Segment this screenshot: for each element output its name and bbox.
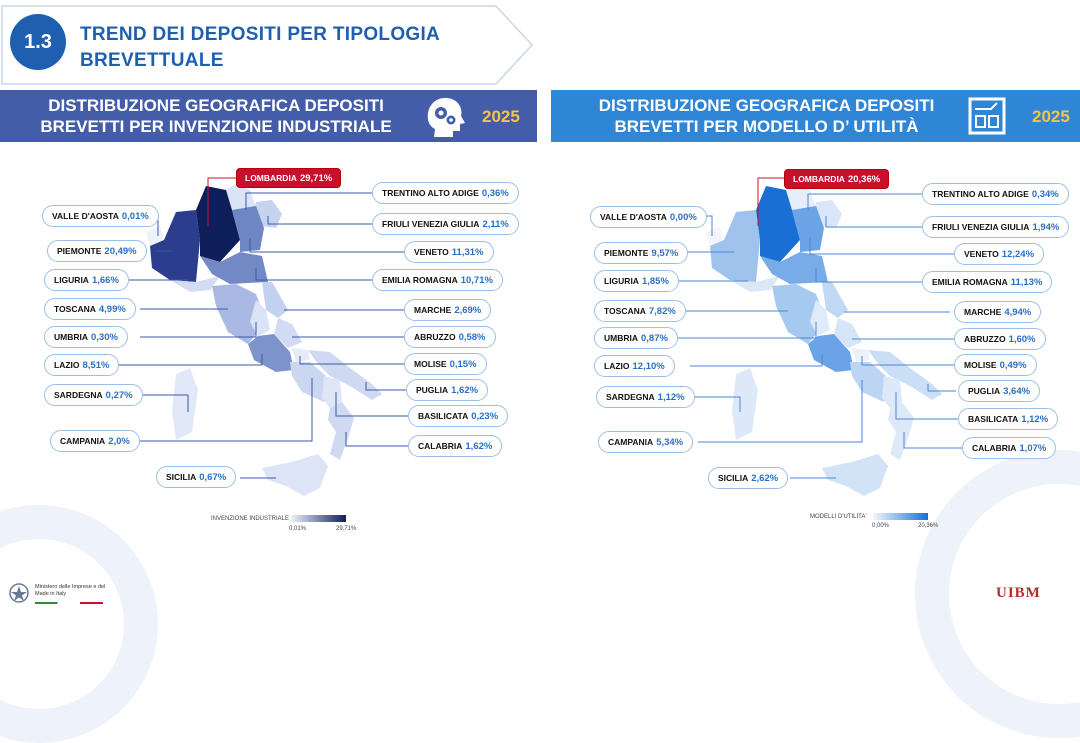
right-map-region-sicilia [822, 454, 888, 496]
right-label-friuli-value: 1,94% [1032, 221, 1060, 233]
left-label-toscana-value: 4,99% [98, 303, 126, 315]
left-label-abruzzo-name: ABRUZZO [414, 332, 456, 342]
left-label-basilicata-value: 0,23% [471, 410, 499, 422]
left-label-basilicata [408, 405, 508, 427]
right-year: 2025 [1032, 107, 1070, 126]
right-label-lazio-value: 12,10% [632, 360, 665, 372]
left-label-calabria-name: CALABRIA [418, 441, 463, 451]
left-label-veneto [404, 241, 494, 263]
right-label-umbria-name: UMBRIA [604, 333, 638, 343]
right-label-veneto-value: 12,24% [1001, 248, 1035, 260]
left-label-campania [50, 430, 140, 452]
right-label-puglia-value: 3,64% [1003, 385, 1031, 397]
right-label-calabria [962, 437, 1056, 459]
right-label-emilia-value: 11,13% [1010, 276, 1043, 288]
right-label-piemonte-name: PIEMONTE [604, 248, 649, 258]
left-label-basilicata-name: BASILICATA [418, 411, 469, 421]
right-label-lombardia [784, 169, 889, 189]
right-label-lazio-name: LAZIO [604, 361, 630, 371]
section-number: 1.3 [10, 14, 66, 70]
left-year: 2025 [482, 107, 520, 126]
left-label-sardegna-name: SARDEGNA [54, 390, 103, 400]
left-label-liguria-value: 1,66% [91, 274, 119, 286]
right-map-region-piemonte [710, 210, 760, 282]
left-label-puglia [406, 379, 488, 401]
right-label-veneto [954, 243, 1044, 265]
right-legend-title: MODELLI D'UTILITA' [810, 514, 867, 520]
left-label-sicilia-value: 0,67% [199, 471, 227, 483]
left-label-calabria-value: 1,62% [465, 440, 493, 452]
ministry-logo [6, 582, 32, 609]
left-label-valle-aosta-value: 0,01% [121, 210, 149, 222]
left-label-sicilia [156, 466, 236, 488]
right-label-liguria [594, 270, 679, 292]
left-label-trentino-value: 0,36% [481, 187, 509, 199]
right-label-molise-value: 0,49% [999, 359, 1027, 371]
right-label-sardegna [596, 386, 695, 408]
left-label-veneto-value: 11,31% [451, 246, 484, 258]
left-legend-gradient [291, 515, 346, 522]
left-label-veneto-name: VENETO [414, 247, 449, 257]
right-label-sicilia-value: 2,62% [751, 472, 779, 484]
left-legend-title: INVENZIONE INDUSTRIALE [211, 516, 290, 522]
left-label-sardegna-value: 0,27% [105, 389, 133, 401]
right-map-region-calabria [888, 402, 914, 460]
left-label-lombardia-name: LOMBARDIA [245, 173, 297, 183]
left-label-puglia-value: 1,62% [451, 384, 479, 396]
right-legend-min: 0,00% [872, 523, 890, 529]
left-label-umbria-value: 0,30% [91, 331, 118, 343]
right-label-lombardia-name: LOMBARDIA [793, 174, 845, 184]
left-label-liguria [44, 269, 129, 291]
right-label-campania-name: CAMPANIA [608, 437, 654, 447]
left-label-campania-value: 2,0% [108, 435, 130, 447]
left-label-trentino-name: TRENTINO ALTO ADIGE [382, 188, 479, 198]
right-map-region-sardegna [732, 368, 758, 440]
left-label-piemonte [47, 240, 147, 262]
right-label-trentino-name: TRENTINO ALTO ADIGE [932, 189, 1029, 199]
left-label-toscana-name: TOSCANA [54, 304, 96, 314]
left-label-umbria [44, 326, 128, 348]
right-label-piemonte [594, 242, 688, 264]
left-label-friuli [372, 213, 519, 235]
left-label-lazio-value: 8,51% [82, 359, 110, 371]
right-label-liguria-name: LIGURIA [604, 276, 639, 286]
right-label-valle-aosta-value: 0,00% [669, 211, 697, 223]
right-label-abruzzo-value: 1,60% [1008, 333, 1036, 345]
left-label-marche [404, 299, 491, 321]
right-label-puglia [958, 380, 1040, 402]
right-label-friuli-name: FRIULI VENEZIA GIULIA [932, 222, 1030, 232]
right-map-region-basilicata [882, 376, 902, 408]
left-label-sardegna [44, 384, 143, 406]
right-label-umbria [594, 327, 678, 349]
left-chart-title: DISTRIBUZIONE GEOGRAFICA DEPOSITI BREVETTI PER INVENZIONE INDUSTRIALE [40, 96, 392, 136]
left-label-molise-name: MOLISE [414, 359, 447, 369]
left-label-emilia-name: EMILIA ROMAGNA [382, 275, 458, 285]
right-legend-max: 20,36% [918, 523, 939, 529]
right-label-sicilia-name: SICILIA [718, 473, 749, 483]
right-label-emilia-name: EMILIA ROMAGNA [932, 277, 1008, 287]
right-label-sardegna-value: 1,12% [657, 391, 685, 403]
right-label-abruzzo [954, 328, 1046, 350]
right-label-molise [954, 354, 1037, 376]
right-label-umbria-value: 0,87% [641, 332, 668, 344]
left-label-lazio-name: LAZIO [54, 360, 80, 370]
left-label-emilia-value: 10,71% [460, 274, 493, 286]
right-legend-gradient [873, 513, 928, 520]
right-label-valle-aosta-name: VALLE D'AOSTA [600, 212, 667, 222]
ministry-name: Ministero delle Imprese e del Made in Italy [35, 584, 106, 597]
left-label-sicilia-name: SICILIA [166, 472, 197, 482]
left-label-marche-value: 2,69% [454, 304, 482, 316]
right-label-marche [954, 301, 1041, 323]
left-label-lombardia [236, 168, 341, 188]
left-label-piemonte-name: PIEMONTE [57, 246, 102, 256]
right-label-basilicata-value: 1,12% [1021, 413, 1049, 425]
right-map-region-campania [850, 362, 886, 402]
right-label-sardegna-name: SARDEGNA [606, 392, 655, 402]
right-label-campania-value: 5,34% [656, 436, 684, 448]
right-label-emilia [922, 271, 1052, 293]
right-label-toscana-name: TOSCANA [604, 306, 646, 316]
right-label-basilicata-name: BASILICATA [968, 414, 1019, 424]
right-label-calabria-name: CALABRIA [972, 443, 1017, 453]
right-label-toscana [594, 300, 686, 322]
left-label-valle-aosta [42, 205, 159, 227]
right-label-marche-value: 4,94% [1004, 306, 1032, 318]
left-label-liguria-name: LIGURIA [54, 275, 89, 285]
right-label-campania [598, 431, 693, 453]
left-legend-max: 29,71% [336, 526, 357, 532]
left-label-toscana [44, 298, 136, 320]
left-label-molise [404, 353, 487, 375]
left-label-lombardia-value: 29,71% [299, 172, 333, 184]
uibm-logo: UIBM [996, 585, 1041, 601]
right-label-trentino [922, 183, 1069, 205]
left-label-marche-name: MARCHE [414, 305, 452, 315]
left-label-friuli-value: 2,11% [482, 218, 509, 230]
left-label-valle-aosta-name: VALLE D'AOSTA [52, 211, 119, 221]
left-legend-min: 0,01% [289, 526, 307, 532]
right-label-valle-aosta [590, 206, 707, 228]
emblem-icon [6, 582, 32, 604]
right-label-abruzzo-name: ABRUZZO [964, 334, 1006, 344]
tricolor-bar [35, 602, 103, 604]
right-map-region-molise [852, 348, 870, 362]
right-label-molise-name: MOLISE [964, 360, 997, 370]
left-label-puglia-name: PUGLIA [416, 385, 449, 395]
left-label-lazio [44, 354, 119, 376]
left-label-abruzzo [404, 326, 496, 348]
left-label-abruzzo-value: 0,58% [458, 331, 486, 343]
left-label-piemonte-value: 20,49% [104, 245, 137, 257]
right-label-sicilia [708, 467, 788, 489]
right-label-friuli [922, 216, 1069, 238]
right-label-basilicata [958, 408, 1058, 430]
right-label-piemonte-value: 9,57% [651, 247, 679, 259]
right-label-marche-name: MARCHE [964, 307, 1002, 317]
right-label-lombardia-value: 20,36% [847, 173, 881, 185]
left-label-campania-name: CAMPANIA [60, 436, 106, 446]
right-label-trentino-value: 0,34% [1031, 188, 1059, 200]
left-label-umbria-name: UMBRIA [54, 332, 88, 342]
left-label-friuli-name: FRIULI VENEZIA GIULIA [382, 219, 480, 229]
right-label-veneto-name: VENETO [964, 249, 999, 259]
right-label-calabria-value: 1,07% [1019, 442, 1047, 454]
left-label-trentino [372, 182, 519, 204]
left-label-emilia [372, 269, 503, 291]
left-label-molise-value: 0,15% [449, 358, 477, 370]
right-label-lazio [594, 355, 675, 377]
right-label-toscana-value: 7,82% [648, 305, 676, 317]
section-title: TREND DEI DEPOSITI PER TIPOLOGIA BREVETTUALE [80, 24, 440, 71]
right-label-puglia-name: PUGLIA [968, 386, 1001, 396]
left-label-calabria [408, 435, 502, 457]
right-label-liguria-value: 1,85% [641, 275, 669, 287]
right-chart-title: DISTRIBUZIONE GEOGRAFICA DEPOSITI BREVETTI PER MODELLO D’ UTILITÀ [598, 96, 935, 136]
